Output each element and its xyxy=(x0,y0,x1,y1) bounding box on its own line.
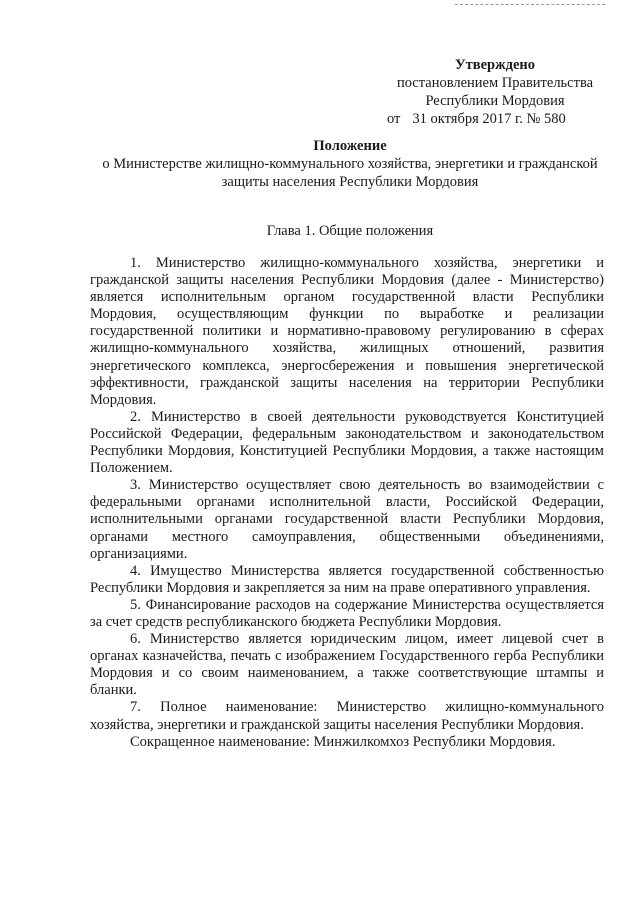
document-body xyxy=(90,255,604,751)
document-title-block xyxy=(90,137,610,191)
approval-date-line xyxy=(385,110,605,128)
paragraph: 7. Полное наименование: Министерство жилищно-коммунального хозяйства, энергетики и гражданской защиты населения Республики Мордовия. xyxy=(90,699,604,733)
paragraph: 6. Министерство является юридическим лицом, имеет лицевой счет в органах казначейства, печать с изображением Государственного герба Республики Мордовия и со своим наименованием, а также соответствующие штампы и бланки. xyxy=(90,631,604,699)
approval-stamp xyxy=(385,56,605,128)
approval-line: Республики Мордовия xyxy=(425,93,565,109)
scan-artifact xyxy=(455,4,605,5)
approval-date-prefix: от xyxy=(387,111,401,127)
paragraph: 1. Министерство жилищно-коммунального хозяйства, энергетики и гражданской защиты населения Республики Мордовия (далее - Министерство) является исполнительным органом государственной власти Республики Мордовия, осуществляющим функции по выработке и реализации государственной политики и нормативно-правовому регулированию в сферах жилищно-коммунального хозяйства, жилищных отношений, развития энергетического комплекса, энергосбережения и повышения энергетической эффективности, гражданской защиты населения на территории Республики Мордовия. xyxy=(90,255,604,408)
approval-line: постановлением Правительства xyxy=(396,75,594,91)
approval-heading: Утверждено xyxy=(455,57,535,73)
paragraph: 2. Министерство в своей деятельности руководствуется Конституцией Российской Федерации, федеральным законодательством и законодательством Республики Мордовия, Конституцией Республики Мордовия, а также настоящим Положением. xyxy=(90,408,604,477)
paragraph: 5. Финансирование расходов на содержание Министерства осуществляется за счет средств республиканского бюджета Республики Мордовия. xyxy=(90,596,604,630)
paragraph: 4. Имущество Министерства является государственной собственностью Республики Мордовия и закрепляется за ним на праве оперативного управления. xyxy=(90,562,604,596)
document-title: Положение xyxy=(313,138,387,154)
paragraph: Сокращенное наименование: Минжилкомхоз Республики Мордовия. xyxy=(130,733,556,750)
chapter-heading: Глава 1. Общие положения xyxy=(266,223,434,239)
approval-date: 31 октября 2017 г. № 580 xyxy=(412,111,566,127)
document-subtitle: о Министерстве жилищно-коммунального хозяйства, энергетики и гражданской защиты населения Республики Мордовия xyxy=(102,156,598,190)
paragraph: 3. Министерство осуществляет свою деятельность во взаимодействии с федеральными органами исполнительной власти, Российской Федерации, исполнительными органами государственной власти Республики Мордовия, органами местного самоуправления, общественными объединениями, организациями. xyxy=(90,477,604,562)
